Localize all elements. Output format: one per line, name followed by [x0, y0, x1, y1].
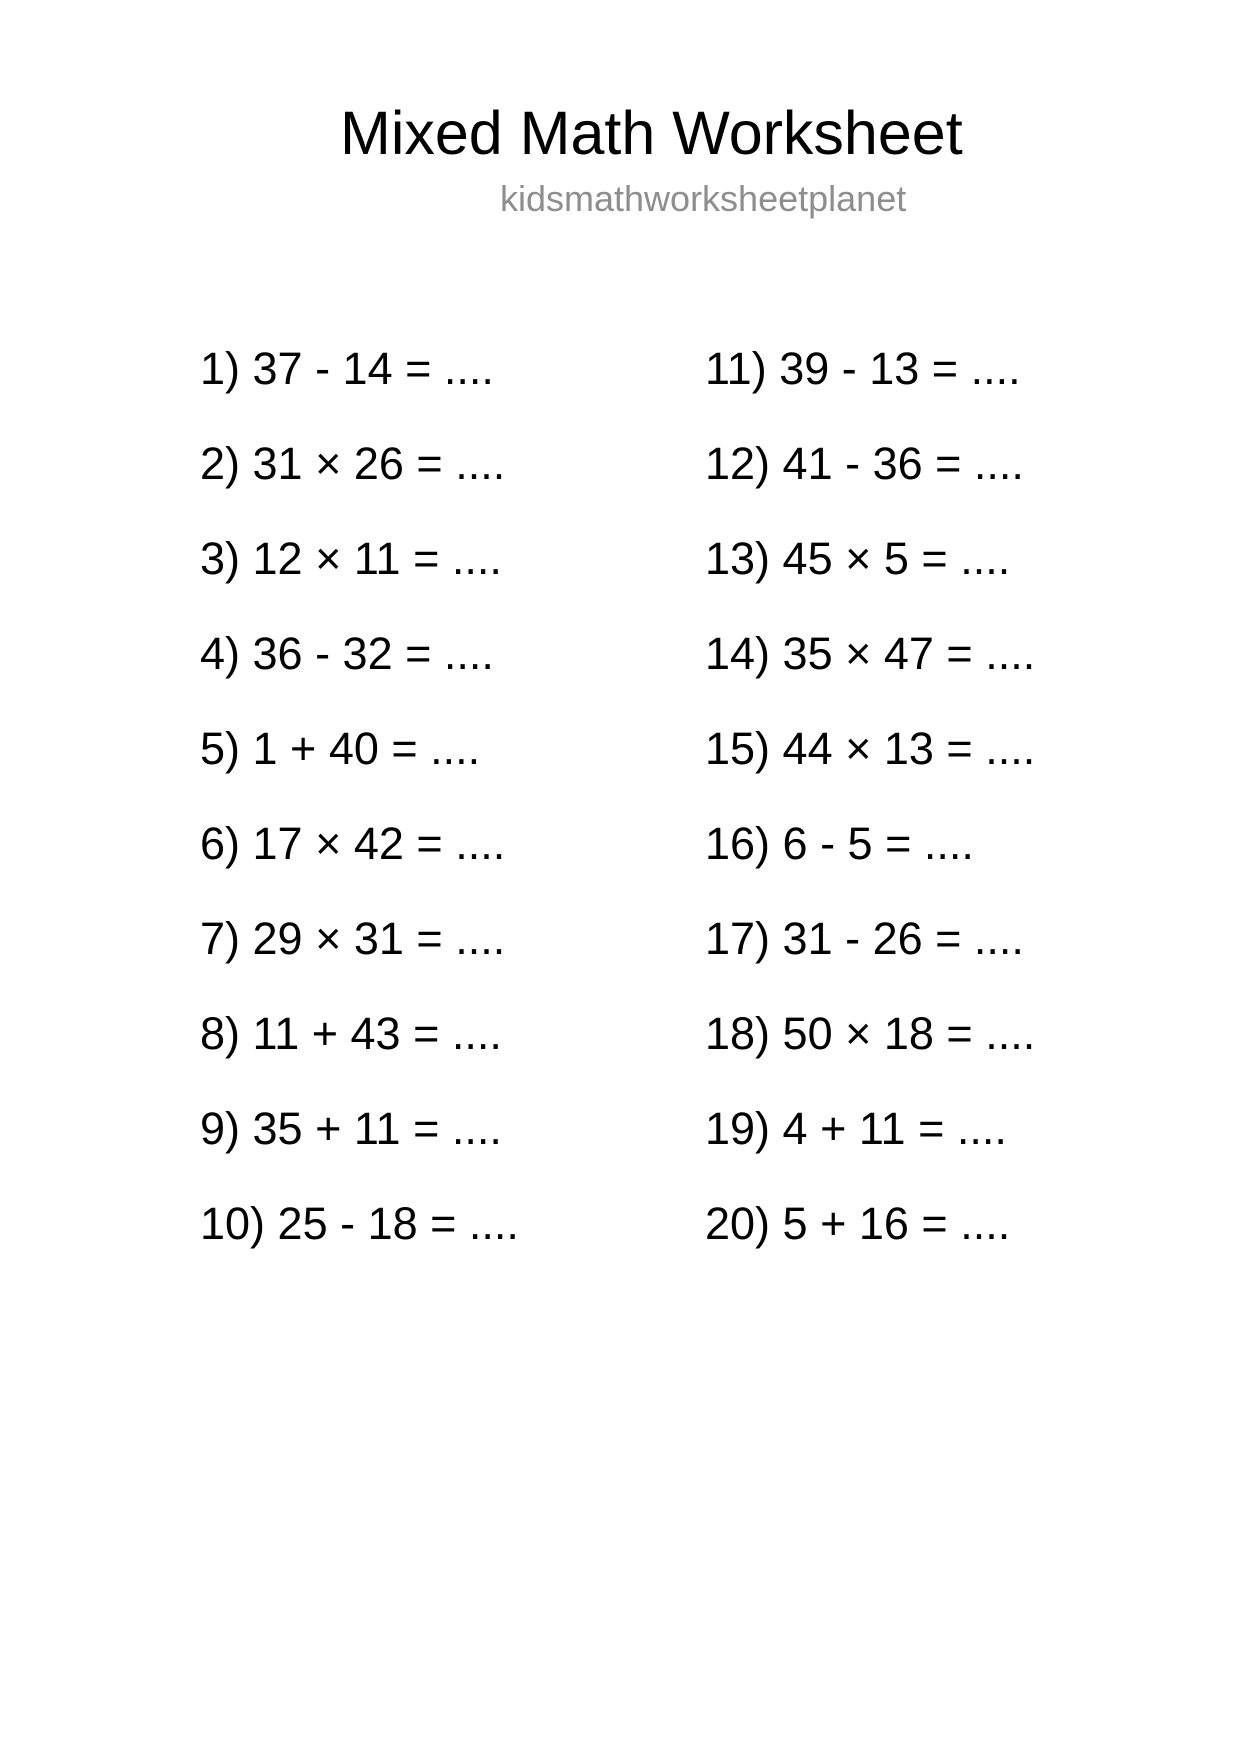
problems-column-left [200, 343, 519, 1249]
problem-14: 14) 35 × 47 = .... [705, 628, 1036, 679]
problem-13: 13) 45 × 5 = .... [705, 533, 1011, 584]
problem-19: 19) 4 + 11 = .... [705, 1103, 1007, 1154]
problem-8: 8) 11 + 43 = .... [200, 1008, 502, 1059]
problem-11: 11) 39 - 13 = .... [705, 343, 1021, 394]
problem-12: 12) 41 - 36 = .... [705, 438, 1024, 489]
problem-7: 7) 29 × 31 = .... [200, 913, 506, 964]
problem-3: 3) 12 × 11 = .... [200, 533, 502, 584]
problem-17: 17) 31 - 26 = .... [705, 913, 1024, 964]
problems-column-right [705, 343, 1036, 1249]
problem-18: 18) 50 × 18 = .... [705, 1008, 1036, 1059]
problem-16: 16) 6 - 5 = .... [705, 818, 974, 869]
problem-5: 5) 1 + 40 = .... [200, 723, 481, 774]
problem-2: 2) 31 × 26 = .... [200, 438, 506, 489]
problem-1: 1) 37 - 14 = .... [200, 343, 494, 394]
problem-9: 9) 35 + 11 = .... [200, 1103, 502, 1154]
problem-4: 4) 36 - 32 = .... [200, 628, 494, 679]
worksheet-title: Mixed Math Worksheet [340, 99, 963, 167]
problem-6: 6) 17 × 42 = .... [200, 818, 506, 869]
problem-20: 20) 5 + 16 = .... [705, 1198, 1011, 1249]
problem-10: 10) 25 - 18 = .... [200, 1198, 519, 1249]
problem-15: 15) 44 × 13 = .... [705, 723, 1036, 774]
site-watermark: kidsmathworksheetplanet [500, 178, 907, 219]
